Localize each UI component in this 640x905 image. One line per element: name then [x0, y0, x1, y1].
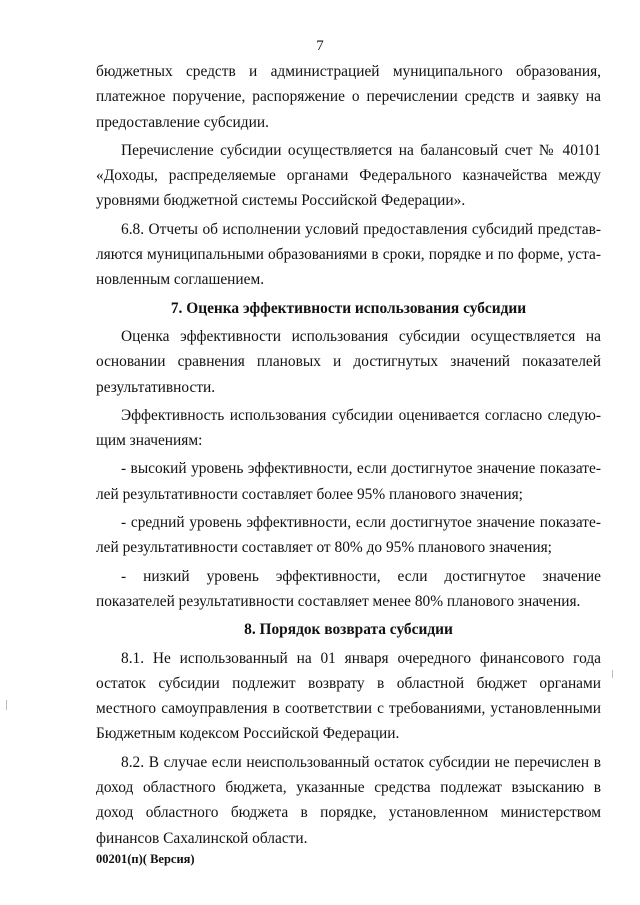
paragraph: - средний уровень эффективности, если достигнутое значение показателей результативности составляет от 80% до 95% планового значения; [96, 514, 601, 557]
section-heading: 8. Порядок возврата субсидии [244, 621, 453, 639]
paragraph: Оценка эффективности использования субсидии осуществляется на основании сравнения плановых и достигнутых значений показателей результативности. [96, 327, 601, 396]
paragraph: бюджетных средств и администрацией муниципального образования, платежное поручение, распоряжение о перечислении средств и заявку на предоставление субсидии. [96, 63, 601, 131]
paragraph: - низкий уровень эффективности, если достигнутое значение показателей результативности составляет менее 80% планового значения. [96, 567, 601, 610]
document-body [96, 59, 601, 854]
paragraph: 8.1. Не использованный на 01 января очередного финансового года остаток субсидии подлежит возврату в областной бюджет органами местного самоуправления в соответствии с требованиями, установленными Бюджетным кодексом Российской Федерации. [96, 649, 601, 743]
scan-artifact [6, 700, 7, 710]
document-footer-code: 00201(п)( Версия) [96, 852, 195, 866]
scan-artifact [612, 670, 613, 678]
paragraph: Эффективность использования субсидии оценивается согласно следующим значениям: [96, 406, 601, 450]
section-heading: 7. Оценка эффективности использования субсидии [170, 299, 527, 317]
paragraph: 6.8. Отчеты об исполнении условий предоставления субсидий представляются муниципальными образованиями в сроки, порядке и по форме, установленным соглашением. [96, 220, 601, 289]
paragraph: Перечисление субсидии осуществляется на балансовый счет № 40101 «Доходы, распределяемые органами Федерального казначейства между уровнями бюджетной системы Российской Федерации». [96, 141, 601, 210]
paragraph: - высокий уровень эффективности, если достигнутое значение показателей результативности составляет более 95% планового значения; [96, 460, 601, 503]
page-number: 7 [316, 38, 324, 54]
paragraph: 8.2. В случае если неиспользованный остаток субсидии не перечислен в доход областного бюджета, указанные средства подлежат взысканию в доход областного бюджета в порядке, установленном министерством финансов Сахалинской области. [96, 753, 601, 847]
